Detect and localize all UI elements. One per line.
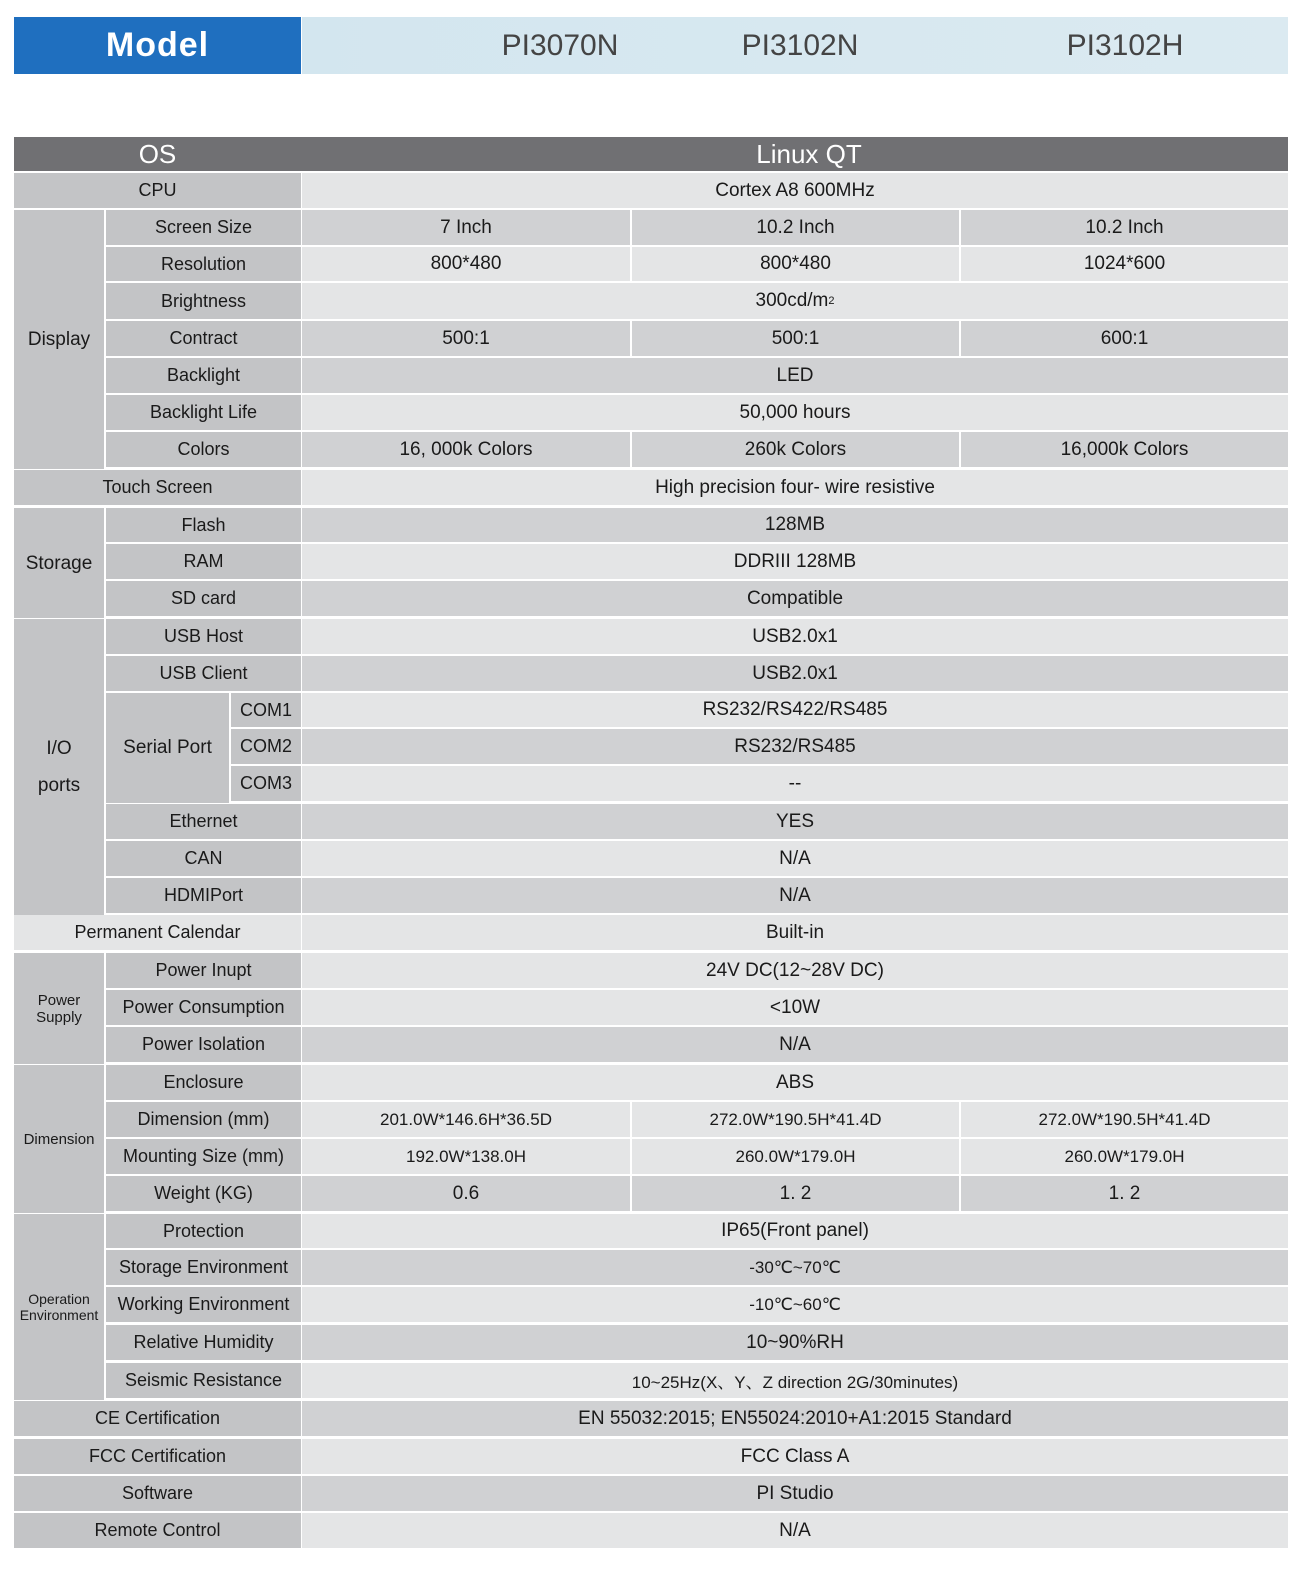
row-label-permanent-calendar: Permanent Calendar <box>14 915 301 950</box>
group-label-line: Supply <box>36 1008 82 1026</box>
row-value-power-input: 24V DC(12~28V DC) <box>302 953 1288 988</box>
row-label-ce: CE Certification <box>14 1401 301 1436</box>
row-value-humidity: 10~90%RH <box>302 1325 1288 1360</box>
row-label-com2: COM2 <box>231 729 301 764</box>
row-value-mounting-size-3: 260.0W*179.0H <box>961 1139 1288 1174</box>
row-label-weight: Weight (KG) <box>106 1176 301 1211</box>
group-label-line: ports <box>37 775 81 796</box>
row-value-weight-2: 1. 2 <box>632 1176 959 1211</box>
row-value-dimension-mm-3: 272.0W*190.5H*41.4D <box>961 1102 1288 1137</box>
row-value-brightness: 300cd/m 2 <box>302 283 1288 319</box>
row-value-working-env: -10℃~60℃ <box>302 1287 1288 1322</box>
group-operation-environment <box>14 1214 104 1400</box>
group-power-supply <box>14 953 104 1064</box>
row-label-com3: COM3 <box>231 766 301 801</box>
row-value-mounting-size-2: 260.0W*179.0H <box>632 1139 959 1174</box>
row-label-working-env: Working Environment <box>106 1287 301 1322</box>
row-value-weight-1: 0.6 <box>302 1176 630 1211</box>
row-value-remote: N/A <box>302 1513 1288 1548</box>
row-label-mounting-size: Mounting Size (mm) <box>106 1139 301 1174</box>
row-value-dimension-mm-2: 272.0W*190.5H*41.4D <box>632 1102 959 1137</box>
row-label-hdmi-port: HDMIPort <box>106 878 301 913</box>
row-label-flash: Flash <box>106 508 301 542</box>
model-name: PI3102N <box>741 28 859 62</box>
row-value-colors-3: 16,000k Colors <box>961 432 1288 467</box>
row-label-storage-env: Storage Environment <box>106 1250 301 1285</box>
row-value-touch-screen: High precision four- wire resistive <box>302 470 1288 505</box>
group-display <box>14 210 104 469</box>
row-value-weight-3: 1. 2 <box>961 1176 1288 1211</box>
row-value-flash: 128MB <box>302 508 1288 542</box>
row-value-com1: RS232/RS422/RS485 <box>302 693 1288 727</box>
group-label-line: Dimension <box>23 1130 95 1148</box>
row-value-protection: IP65(Front panel) <box>302 1214 1288 1248</box>
row-value-screen-size-2: 10.2 Inch <box>632 210 959 245</box>
row-label-ethernet: Ethernet <box>106 804 301 839</box>
row-label-sd-card: SD card <box>106 581 301 616</box>
row-value-power-isolation: N/A <box>302 1027 1288 1062</box>
row-label-humidity: Relative Humidity <box>106 1325 301 1360</box>
row-value-com3: -- <box>302 766 1288 801</box>
row-value-enclosure: ABS <box>302 1065 1288 1100</box>
row-label-cpu: CPU <box>14 173 301 208</box>
row-value-resolution-2: 800*480 <box>632 247 959 281</box>
superscript: 2 <box>828 295 835 307</box>
row-value-ram: DDRIII 128MB <box>302 544 1288 579</box>
row-label-contract: Contract <box>106 321 301 356</box>
row-value-resolution-1: 800*480 <box>302 247 630 281</box>
row-value-contract-1: 500:1 <box>302 321 630 356</box>
model-name: PI3070N <box>501 28 619 62</box>
row-label-touch-screen: Touch Screen <box>14 470 301 505</box>
group-storage <box>14 508 104 618</box>
row-value-storage-env: -30℃~70℃ <box>302 1250 1288 1285</box>
row-label-dimension-mm: Dimension (mm) <box>106 1102 301 1137</box>
row-label-enclosure: Enclosure <box>106 1065 301 1100</box>
row-label-seismic: Seismic Resistance <box>106 1363 301 1398</box>
row-label-com1: COM1 <box>231 693 301 727</box>
row-value-backlight-life: 50,000 hours <box>302 395 1288 430</box>
row-value-ethernet: YES <box>302 804 1288 839</box>
group-label-line: Storage <box>25 552 93 574</box>
row-value-dimension-mm-1: 201.0W*146.6H*36.5D <box>302 1102 630 1137</box>
row-value-permanent-calendar: Built-in <box>302 915 1288 950</box>
row-label-remote: Remote Control <box>14 1513 301 1548</box>
row-label-power-isolation: Power Isolation <box>106 1027 301 1062</box>
row-value-fcc: FCC Class A <box>302 1439 1288 1474</box>
row-label-ram: RAM <box>106 544 301 579</box>
group-io-ports <box>14 619 104 915</box>
model-name: PI3102H <box>1066 28 1184 62</box>
row-label-usb-client: USB Client <box>106 656 301 691</box>
os-label: OS <box>138 138 177 169</box>
row-label-colors: Colors <box>106 432 301 467</box>
row-label-backlight-life: Backlight Life <box>106 395 301 430</box>
row-value-contract-3: 600:1 <box>961 321 1288 356</box>
row-value-sd-card: Compatible <box>302 581 1288 616</box>
row-value-ce: EN 55032:2015; EN55024:2010+A1:2015 Standard <box>302 1401 1288 1436</box>
row-value-can: N/A <box>302 841 1288 876</box>
group-dimension <box>14 1065 104 1213</box>
row-label-can: CAN <box>106 841 301 876</box>
row-label-brightness: Brightness <box>106 283 301 319</box>
group-label-line: Operation <box>28 1291 90 1307</box>
row-value-contract-2: 500:1 <box>632 321 959 356</box>
row-label-backlight: Backlight <box>106 358 301 393</box>
row-value-screen-size-3: 10.2 Inch <box>961 210 1288 245</box>
row-value-com2: RS232/RS485 <box>302 729 1288 764</box>
row-value-seismic: 10~25Hz(X、Y、Z direction 2G/30minutes) <box>302 1363 1288 1398</box>
row-value-power-consumption: <10W <box>302 990 1288 1025</box>
row-value-resolution-3: 1024*600 <box>961 247 1288 281</box>
serial-port-label: Serial Port <box>106 693 229 803</box>
os-value: Linux QT <box>756 138 862 169</box>
group-label-line: Display <box>27 329 91 350</box>
row-label-protection: Protection <box>106 1214 301 1248</box>
row-value-usb-client: USB2.0x1 <box>302 656 1288 691</box>
row-label-fcc: FCC Certification <box>14 1439 301 1474</box>
row-value-cpu: Cortex A8 600MHz <box>302 173 1288 208</box>
row-label-screen-size: Screen Size <box>106 210 301 245</box>
group-label-line: I/O <box>46 738 72 759</box>
row-value-usb-host: USB2.0x1 <box>302 619 1288 654</box>
row-label-software: Software <box>14 1476 301 1511</box>
group-label-line: Power <box>37 991 81 1009</box>
row-label-power-consumption: Power Consumption <box>106 990 301 1025</box>
row-value-screen-size-1: 7 Inch <box>302 210 630 245</box>
model-label: Model <box>105 26 210 64</box>
row-value-hdmi-port: N/A <box>302 878 1288 913</box>
row-value-software: PI Studio <box>302 1476 1288 1511</box>
group-label-line: Environment <box>19 1307 99 1323</box>
row-label-resolution: Resolution <box>106 247 301 281</box>
row-label-usb-host: USB Host <box>106 619 301 654</box>
row-value-colors-2: 260k Colors <box>632 432 959 467</box>
row-value-colors-1: 16, 000k Colors <box>302 432 630 467</box>
row-label-power-input: Power Inupt <box>106 953 301 988</box>
row-value-backlight: LED <box>302 358 1288 393</box>
row-value-mounting-size-1: 192.0W*138.0H <box>302 1139 630 1174</box>
